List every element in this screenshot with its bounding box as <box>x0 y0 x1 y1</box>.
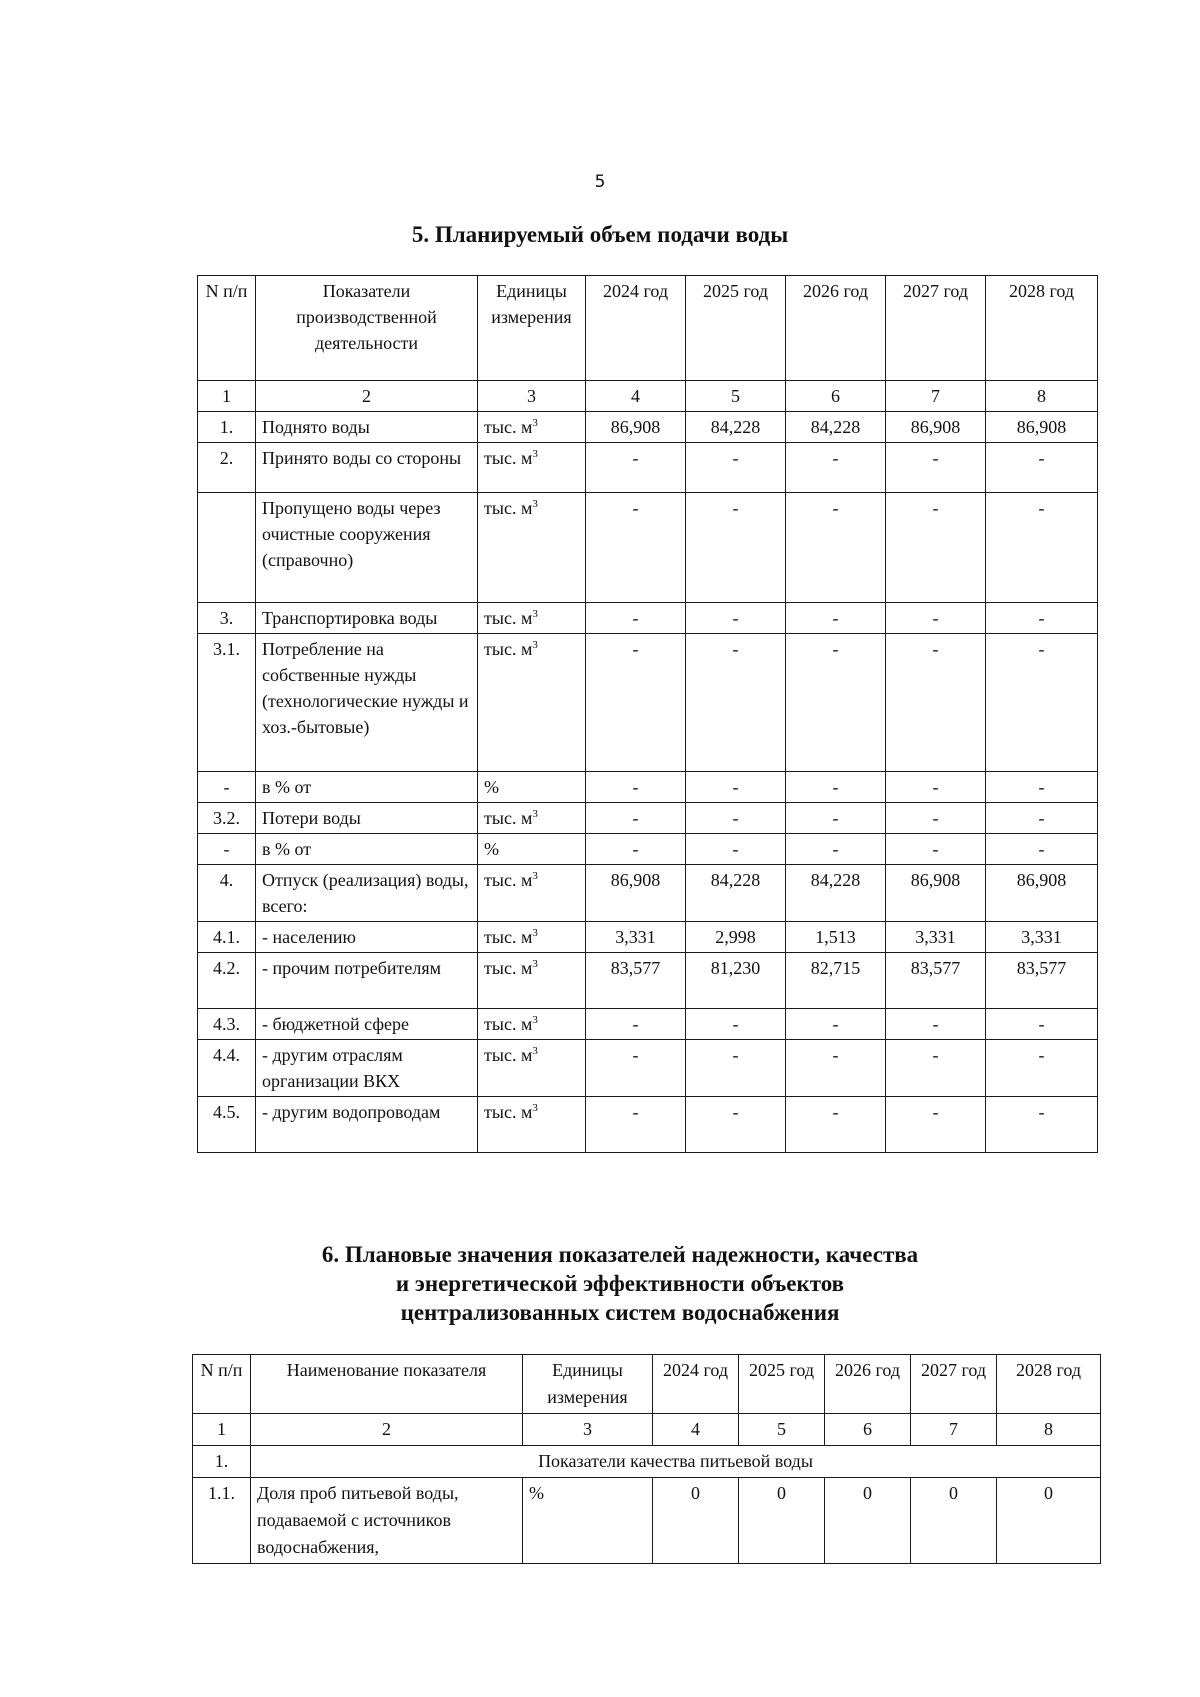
value-cell: - <box>786 772 886 803</box>
unit-text: % <box>484 839 499 859</box>
value-cell: - <box>786 834 886 865</box>
column-number: 6 <box>825 1414 911 1446</box>
row-number: 3.2. <box>198 803 256 834</box>
value-cell: - <box>686 443 786 493</box>
header-cell: Единицы измерения <box>478 276 586 381</box>
row-number: 4.4. <box>198 1040 256 1097</box>
unit-superscript: 3 <box>532 1102 538 1114</box>
value-cell: 84,228 <box>686 412 786 443</box>
indicator-name: - другим водопроводам <box>256 1097 478 1153</box>
unit-superscript: 3 <box>532 808 538 820</box>
indicator-name: - прочим потребителям <box>256 953 478 1009</box>
value-cell: - <box>986 603 1098 634</box>
column-number: 2 <box>256 381 478 412</box>
column-number: 8 <box>997 1414 1101 1446</box>
header-cell: N п/п <box>193 1355 251 1414</box>
column-number-row <box>198 381 1098 412</box>
section-6-title-line: централизованных систем водоснабжения <box>400 1300 840 1325</box>
value-cell: - <box>886 443 986 493</box>
column-number: 4 <box>653 1414 739 1446</box>
value-cell: - <box>986 634 1098 772</box>
value-cell: 86,908 <box>886 865 986 922</box>
value-cell: 3,331 <box>586 922 686 953</box>
table-row <box>198 772 1098 803</box>
value-cell: - <box>886 1040 986 1097</box>
value-cell: 83,577 <box>986 953 1098 1009</box>
row-number: 3.1. <box>198 634 256 772</box>
value-cell: 2,998 <box>686 922 786 953</box>
unit-text: тыс. м <box>484 498 533 518</box>
value-cell: - <box>786 803 886 834</box>
group-title: Показатели качества питьевой воды <box>251 1446 1101 1478</box>
unit-cell <box>478 772 586 803</box>
unit-text: тыс. м <box>484 958 533 978</box>
indicator-name: Доля проб питьевой воды, подаваемой с источников водоснабжения, <box>251 1478 523 1564</box>
value-cell: 83,577 <box>886 953 986 1009</box>
table-row <box>198 1009 1098 1040</box>
section-6-title-line: 6. Плановые значения показателей надежности, качества <box>321 1242 919 1267</box>
value-cell: 0 <box>825 1478 911 1564</box>
value-cell: - <box>686 803 786 834</box>
value-cell: 86,908 <box>986 412 1098 443</box>
row-number: - <box>198 772 256 803</box>
unit-cell <box>478 634 586 772</box>
unit-cell <box>478 603 586 634</box>
value-cell: - <box>586 634 686 772</box>
unit-superscript: 3 <box>532 1014 538 1026</box>
unit-superscript: 3 <box>532 608 538 620</box>
row-number: 2. <box>198 443 256 493</box>
value-cell: 84,228 <box>686 865 786 922</box>
value-cell: - <box>786 443 886 493</box>
value-cell: 84,228 <box>786 412 886 443</box>
value-cell: 84,228 <box>786 865 886 922</box>
value-cell: - <box>686 493 786 603</box>
value-cell: - <box>586 603 686 634</box>
value-cell: - <box>786 1009 886 1040</box>
value-cell: - <box>686 1009 786 1040</box>
value-cell: - <box>686 1097 786 1153</box>
value-cell: - <box>686 772 786 803</box>
row-number: 4.2. <box>198 953 256 1009</box>
column-number: 8 <box>986 381 1098 412</box>
value-cell: - <box>586 803 686 834</box>
table-row <box>198 803 1098 834</box>
unit-cell <box>478 412 586 443</box>
column-number: 5 <box>686 381 786 412</box>
value-cell: - <box>586 834 686 865</box>
indicator-name: Отпуск (реализация) воды, всего: <box>256 865 478 922</box>
indicator-name: Поднято воды <box>256 412 478 443</box>
table-row <box>198 603 1098 634</box>
value-cell: - <box>886 1097 986 1153</box>
value-cell: - <box>686 834 786 865</box>
unit-superscript: 3 <box>532 417 538 429</box>
indicator-name: - бюджетной сфере <box>256 1009 478 1040</box>
header-cell: 2026 год <box>786 276 886 381</box>
value-cell: 3,331 <box>986 922 1098 953</box>
row-number: 4. <box>198 865 256 922</box>
header-cell: 2024 год <box>586 276 686 381</box>
water-supply-volume-table <box>197 275 1098 1153</box>
indicator-name: Принято воды со стороны <box>256 443 478 493</box>
row-number: 4.5. <box>198 1097 256 1153</box>
unit-text: тыс. м <box>484 417 533 437</box>
indicator-name: Потери воды <box>256 803 478 834</box>
value-cell: - <box>886 603 986 634</box>
value-cell: - <box>586 1097 686 1153</box>
table-row <box>193 1478 1101 1564</box>
value-cell: - <box>886 1009 986 1040</box>
header-cell: Единицы измерения <box>523 1355 653 1414</box>
value-cell: 81,230 <box>686 953 786 1009</box>
value-cell: - <box>986 803 1098 834</box>
unit-text: тыс. м <box>484 448 533 468</box>
value-cell: - <box>786 603 886 634</box>
header-cell: 2027 год <box>886 276 986 381</box>
table-row <box>198 953 1098 1009</box>
value-cell: - <box>986 1097 1098 1153</box>
value-cell: 86,908 <box>586 865 686 922</box>
unit-text: тыс. м <box>484 639 533 659</box>
value-cell: - <box>986 493 1098 603</box>
row-number: - <box>198 834 256 865</box>
section-6-title <box>20 1240 1200 1327</box>
value-cell: 86,908 <box>586 412 686 443</box>
unit-cell <box>478 953 586 1009</box>
value-cell: - <box>886 772 986 803</box>
unit-cell <box>478 922 586 953</box>
value-cell: - <box>686 1040 786 1097</box>
column-number: 3 <box>478 381 586 412</box>
table-row <box>198 834 1098 865</box>
value-cell: 83,577 <box>586 953 686 1009</box>
value-cell: 0 <box>653 1478 739 1564</box>
unit-cell <box>478 803 586 834</box>
unit-cell <box>478 1097 586 1153</box>
value-cell: 86,908 <box>886 412 986 443</box>
unit-cell <box>478 865 586 922</box>
section-6-title-line: и энергетической эффективности объектов <box>395 1271 845 1296</box>
header-cell: Показатели производственной деятельности <box>256 276 478 381</box>
header-cell: 2025 год <box>739 1355 825 1414</box>
value-cell: - <box>586 1009 686 1040</box>
value-cell: 1,513 <box>786 922 886 953</box>
page-number: 5 <box>594 172 606 192</box>
unit-superscript: 3 <box>532 448 538 460</box>
indicator-name: в % от <box>256 772 478 803</box>
reliability-indicators-table <box>192 1354 1101 1564</box>
unit-text: тыс. м <box>484 927 533 947</box>
table-row <box>198 922 1098 953</box>
column-number: 5 <box>739 1414 825 1446</box>
value-cell: 0 <box>911 1478 997 1564</box>
header-cell: N п/п <box>198 276 256 381</box>
row-number: 3. <box>198 603 256 634</box>
value-cell: 0 <box>739 1478 825 1564</box>
value-cell: 82,715 <box>786 953 886 1009</box>
value-cell: - <box>986 834 1098 865</box>
unit-text: % <box>484 777 499 797</box>
value-cell: - <box>986 772 1098 803</box>
value-cell: - <box>886 634 986 772</box>
row-number: 4.3. <box>198 1009 256 1040</box>
unit-superscript: 3 <box>532 1045 538 1057</box>
column-number: 1 <box>198 381 256 412</box>
row-number: 4.1. <box>198 922 256 953</box>
value-cell: 3,331 <box>886 922 986 953</box>
table-row <box>198 443 1098 493</box>
table-row <box>198 1040 1098 1097</box>
unit-text: тыс. м <box>484 808 533 828</box>
header-cell: 2028 год <box>986 276 1098 381</box>
unit-text: тыс. м <box>484 1045 533 1065</box>
value-cell: - <box>786 1097 886 1153</box>
row-number <box>198 493 256 603</box>
value-cell: - <box>886 493 986 603</box>
value-cell: 86,908 <box>986 865 1098 922</box>
row-number: 1. <box>198 412 256 443</box>
column-number: 1 <box>193 1414 251 1446</box>
table-header-row <box>198 276 1098 381</box>
unit-superscript: 3 <box>532 870 538 882</box>
unit-superscript: 3 <box>532 958 538 970</box>
unit-cell <box>478 443 586 493</box>
table-row <box>198 412 1098 443</box>
column-number: 7 <box>911 1414 997 1446</box>
column-number-row <box>193 1414 1101 1446</box>
value-cell: - <box>586 493 686 603</box>
value-cell: - <box>986 1040 1098 1097</box>
indicator-name: Транспортировка воды <box>256 603 478 634</box>
value-cell: - <box>786 634 886 772</box>
indicator-name: в % от <box>256 834 478 865</box>
table-row <box>198 634 1098 772</box>
header-cell: 2027 год <box>911 1355 997 1414</box>
column-number: 7 <box>886 381 986 412</box>
value-cell: 0 <box>997 1478 1101 1564</box>
unit-cell <box>478 1009 586 1040</box>
table-header-row <box>193 1355 1101 1414</box>
indicator-name: - другим отраслям организации ВКХ <box>256 1040 478 1097</box>
column-number: 3 <box>523 1414 653 1446</box>
value-cell: - <box>586 1040 686 1097</box>
unit-text: тыс. м <box>484 1102 533 1122</box>
header-cell: 2024 год <box>653 1355 739 1414</box>
section-5-title: 5. Планируемый объем подачи воды <box>411 222 789 247</box>
header-cell: 2025 год <box>686 276 786 381</box>
unit-cell <box>478 1040 586 1097</box>
value-cell: - <box>686 603 786 634</box>
value-cell: - <box>886 834 986 865</box>
table-row <box>198 493 1098 603</box>
unit-text: тыс. м <box>484 608 533 628</box>
column-number: 6 <box>786 381 886 412</box>
unit-cell <box>478 834 586 865</box>
column-number: 4 <box>586 381 686 412</box>
indicator-name: Пропущено воды через очистные сооружения (справочно) <box>256 493 478 603</box>
value-cell: - <box>986 443 1098 493</box>
value-cell: - <box>686 634 786 772</box>
header-cell: 2026 год <box>825 1355 911 1414</box>
row-number: 1.1. <box>193 1478 251 1564</box>
unit-cell <box>478 493 586 603</box>
value-cell: - <box>786 493 886 603</box>
unit-text: тыс. м <box>484 870 533 890</box>
indicator-name: - населению <box>256 922 478 953</box>
header-cell: 2028 год <box>997 1355 1101 1414</box>
value-cell: - <box>986 1009 1098 1040</box>
unit-superscript: 3 <box>532 639 538 651</box>
value-cell: - <box>786 1040 886 1097</box>
unit-superscript: 3 <box>532 927 538 939</box>
value-cell: - <box>586 443 686 493</box>
value-cell: - <box>586 772 686 803</box>
header-cell: Наименование показателя <box>251 1355 523 1414</box>
group-row <box>193 1446 1101 1478</box>
table-row <box>198 1097 1098 1153</box>
table-row <box>198 865 1098 922</box>
group-number: 1. <box>193 1446 251 1478</box>
unit-superscript: 3 <box>532 498 538 510</box>
indicator-name: Потребление на собственные нужды (технологические нужды и хоз.-бытовые) <box>256 634 478 772</box>
value-cell: - <box>886 803 986 834</box>
unit-text: тыс. м <box>484 1014 533 1034</box>
column-number: 2 <box>251 1414 523 1446</box>
unit-cell: % <box>523 1478 653 1564</box>
